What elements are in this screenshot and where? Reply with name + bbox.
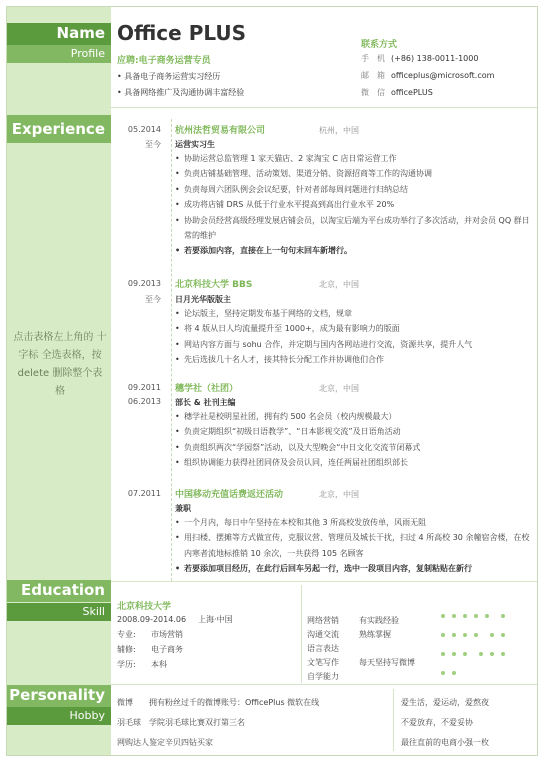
content-area: [111, 7, 537, 755]
list-item: • 负责组织两次“学园祭”活动，以及大型晚会“中日文化交流节闭幕式: [175, 440, 531, 455]
dot: [441, 671, 445, 675]
dot: [441, 614, 445, 618]
target-position: 应聘:电子商务运营专员: [117, 56, 211, 66]
exp2-bullets: [175, 306, 531, 368]
list-item: • 组织协调能力获得社团同侪及会员认同，连任两届社团组织部长: [175, 455, 531, 470]
list-item: • 若要添加内容，直接在上一句句末回车新增行。: [175, 243, 531, 258]
dot: [490, 633, 494, 637]
list-item: • 一个月内，每日中午坚持在本校和其他 3 所高校发放传单，风雨无阻: [175, 515, 531, 530]
exp3-role: 部长 & 社刊主编: [175, 398, 236, 407]
list-item: • 若要添加项目经历，在此行后回车另起一行，选中一段项目内容，复制粘贴在新行: [175, 561, 531, 576]
personality-list: [401, 693, 489, 753]
timeline-line: [171, 119, 172, 581]
dot: [474, 614, 478, 618]
list-item: • 协助会员经营高级经理发展店铺会员，以淘宝后端为平台成功举行了多次活动，并对会员 QQ 群日常的维护: [175, 213, 531, 244]
divider: [111, 581, 537, 582]
list-item: • 论坛版主，坚持定期发布基于网络的文档，规章: [175, 306, 531, 321]
exp1-bullets: [175, 151, 531, 259]
exp1-role: 运营实习生: [175, 140, 215, 149]
personality-band: [7, 685, 111, 707]
list-item: 羽毛球 学院羽毛球比赛双打第三名: [117, 718, 245, 727]
list-item: • 负责定期组织“初级日语教学”、“日本影视交流”及日语角活动: [175, 424, 531, 439]
edu-school: 北京科技大学: [117, 602, 172, 612]
hobby-label: Hobby: [69, 709, 105, 722]
header-bullet-1: • 具备电子商务运营实习经历: [117, 72, 221, 81]
dot: [452, 652, 456, 656]
dot: [452, 614, 456, 618]
exp1-date-end: 至今: [145, 140, 161, 149]
list-item: • 成功将店铺 DRS 从低于行业水平提高到高出行业水平 20%: [175, 197, 531, 212]
dot: [441, 633, 445, 637]
education-label: Education: [21, 581, 105, 599]
list-item: 爱生活，爱运动，爱熬夜: [401, 698, 489, 707]
dot: [501, 614, 505, 618]
exp4-company: 中国移动充值话费返还活动: [175, 490, 284, 500]
dot: [474, 633, 478, 637]
contact-email: 邮 箱 officeplus@microsoft.com: [361, 71, 495, 80]
exp1-location: 杭州，中国: [319, 126, 359, 135]
sidebar-tip: 点击表格左上角的 十字标 全选表格，按 delete 删除整个表格: [13, 332, 107, 397]
dot: [485, 614, 489, 618]
list-item: • 先后选拔几十名人才，接其特长分配工作并协调他们合作: [175, 352, 531, 367]
dot: [452, 671, 456, 675]
personality-label: Personality: [9, 686, 105, 704]
skill-dots: [441, 607, 521, 683]
dot: [452, 633, 456, 637]
divider: [301, 585, 302, 683]
exp2-company: 北京科技大学 BBS: [175, 280, 253, 290]
edu-minor: 辅修: 电子商务: [117, 645, 183, 654]
profile-label: Profile: [70, 47, 105, 60]
exp3-date-start: 09.2011: [127, 383, 161, 392]
dot: [501, 633, 505, 637]
exp2-date-start: 09.2013: [127, 279, 161, 288]
exp3-company: 穗学社（社团）: [175, 384, 239, 394]
exp1-date-start: 05.2014: [127, 125, 161, 134]
resume-page: [6, 6, 538, 756]
dot: [463, 633, 467, 637]
hobby-list: [117, 693, 319, 753]
list-item: • 网站内容方面与 sohu 合作，并定期与国内各网站进行交流，资源共享，提升人气: [175, 337, 531, 352]
skill-names: 网络营销 沟通交流 语言表达 文笔写作 自学能力: [307, 616, 339, 681]
exp4-bullets: [175, 515, 531, 577]
list-item: • 负责每周六团队例会会议纪要，针对者部每周问题进行归纳总结: [175, 182, 531, 197]
list-item: • 用扫楼、摆摊等方式做宣传，克服议营、管理员及城长干扰，扫过 4 所高校 30 余幢宿舍楼，在校内寒者流地标推销 10 余次，一共获得 105 名顾客: [175, 530, 531, 561]
dot: [490, 652, 494, 656]
list-item: • 穗学社是校明星社团，拥有约 500 名会员（校内规模最大）: [175, 409, 531, 424]
divider: [111, 684, 537, 685]
name-label: Name: [56, 24, 105, 42]
dot: [501, 652, 505, 656]
exp1-company: 杭州法哲贸易有限公司: [175, 126, 266, 136]
exp3-location: 北京，中国: [319, 384, 359, 393]
list-item: • 将 4 版从日人均流量提升至 1000+，成为最有影响力的版面: [175, 321, 531, 336]
dot: [441, 652, 445, 656]
exp2-date-end: 至今: [145, 295, 161, 304]
exp4-location: 北京，中国: [319, 490, 359, 499]
list-item: 不爱放弃，不爱妥协: [401, 718, 473, 727]
list-item: 微博 拥有粉丝过千的微博账号：OfficePlus 微软在线: [117, 698, 320, 707]
divider: [393, 689, 394, 751]
skill-levels: 有实践经验 熟练掌握 每天坚持写微博: [359, 616, 415, 667]
exp3-bullets: [175, 409, 531, 471]
edu-degree: 学历: 本科: [117, 660, 167, 669]
list-item: • 协助运营总监管理 1 家天猫店、2 家淘宝 C 店日常运营工作: [175, 151, 531, 166]
dot: [463, 614, 467, 618]
dot: [479, 652, 483, 656]
divider: [111, 107, 537, 108]
exp2-role: 日月光华版版主: [175, 295, 231, 304]
edu-major: 专业: 市场营销: [117, 630, 183, 639]
contact-heading: 联系方式: [361, 40, 398, 50]
profile-row: [7, 45, 111, 63]
exp3-date-end: 06.2013: [127, 397, 161, 406]
exp4-role: 兼职: [175, 504, 191, 513]
education-band: [7, 580, 111, 602]
exp4-date-start: 07.2011: [127, 489, 161, 498]
list-item: • 负责店铺基础管理、活动策划、渠道分销、资源招商等工作的沟通协调: [175, 166, 531, 181]
skill-row: [7, 603, 111, 621]
experience-band: [7, 115, 111, 143]
contact-wechat: 微 信 officePLUS: [361, 88, 433, 97]
exp2-location: 北京，中国: [319, 280, 359, 289]
list-item: 最往直前的电商小强一枚: [401, 738, 489, 747]
name-band: [7, 23, 111, 45]
page-title: Office PLUS: [117, 21, 247, 45]
contact-phone: 手 机 (+86) 138-0011-1000: [361, 54, 479, 63]
edu-period: 2008.09-2014.06 上海·中国: [117, 615, 233, 624]
hobby-row: [7, 707, 111, 725]
skill-label: Skill: [82, 605, 105, 618]
experience-label: Experience: [11, 120, 105, 138]
header-bullet-2: • 具备网络推广及沟通协调丰富经验: [117, 88, 245, 97]
list-item: 网购达人鉴定辛贝四钻买家: [117, 738, 213, 747]
dot: [463, 652, 467, 656]
